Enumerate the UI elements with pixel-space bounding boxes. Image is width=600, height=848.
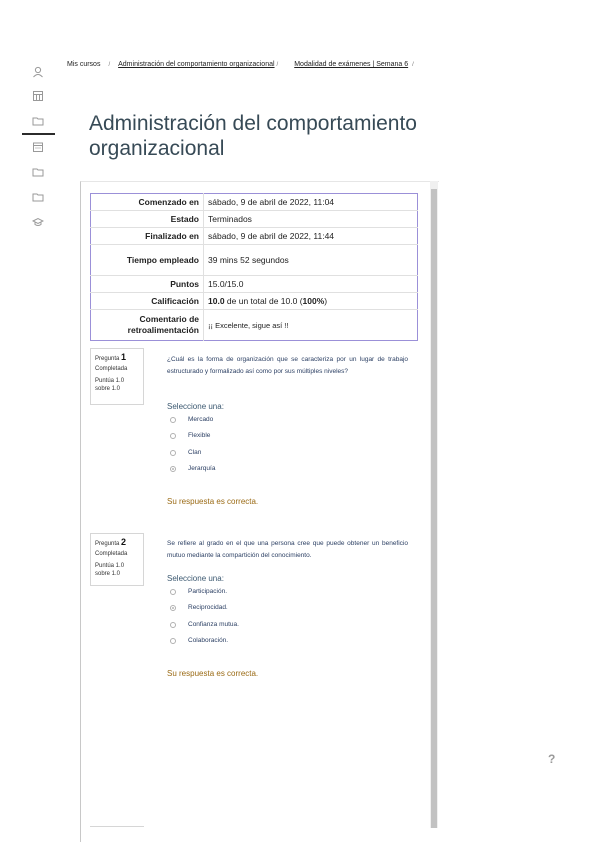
summary-key: Calificación (91, 293, 204, 310)
summary-key: Comentario de retroalimentación (91, 310, 204, 341)
summary-value: sábado, 9 de abril de 2022, 11:04 (204, 194, 418, 211)
answer-option[interactable] (170, 465, 215, 472)
breadcrumb-item[interactable]: Mis cursos (67, 61, 101, 68)
question-status: Completada (95, 366, 128, 372)
radio-button[interactable] (170, 433, 176, 439)
page-title: Administración del comportamiento organizacional (89, 112, 417, 160)
summary-key: Puntos (91, 276, 204, 293)
radio-button-selected[interactable] (170, 466, 176, 472)
question-number (95, 352, 140, 362)
radio-button[interactable] (170, 622, 176, 628)
radio-button[interactable] (170, 589, 176, 595)
radio-button-selected[interactable] (170, 605, 176, 611)
summary-key: Finalizado en (91, 228, 204, 245)
help-button[interactable]: ? (548, 752, 556, 766)
question-points: Puntúa 1.0 sobre 1.0 (95, 563, 125, 577)
radio-button[interactable] (170, 417, 176, 423)
radio-button[interactable] (170, 450, 176, 456)
summary-row (91, 245, 418, 276)
summary-value: 15.0/15.0 (204, 276, 418, 293)
dashboard-icon[interactable] (31, 65, 45, 79)
option-label: Reciprocidad. (188, 604, 228, 611)
question-text: ¿Cuál es la forma de organización que se caracteriza por un lugar de trabajo estructurado y formalizado así como por sus múltiples niveles? (167, 356, 408, 375)
summary-row (91, 228, 418, 245)
breadcrumb-item[interactable]: Modalidad de exámenes | Semana 6 (294, 61, 409, 68)
answer-option[interactable] (170, 621, 239, 628)
folder-icon[interactable] (31, 114, 45, 128)
option-label: Mercado (188, 416, 214, 423)
select-prompt: Seleccione una: (167, 574, 224, 583)
calendar-book-icon[interactable] (31, 89, 45, 103)
option-label: Clan (188, 449, 202, 456)
option-label: Colaboración. (188, 637, 229, 644)
breadcrumb-separator: / (412, 62, 414, 68)
radio-button[interactable] (170, 638, 176, 644)
summary-row (91, 194, 418, 211)
summary-key: Tiempo empleado (91, 245, 204, 276)
option-label: Flexible (188, 432, 211, 439)
question-points: Puntúa 1.0 sobre 1.0 (95, 378, 125, 392)
summary-value: ¡¡ Excelente, sigue así !! (208, 320, 289, 330)
summary-value: 39 mins 52 segundos (204, 245, 418, 276)
next-question-box-edge (90, 826, 144, 827)
attempt-summary-table (90, 193, 418, 341)
breadcrumb-item[interactable]: Administración del comportamiento organizacional (118, 61, 275, 68)
option-label: Participación. (188, 588, 228, 595)
answer-feedback: Su respuesta es correcta. (167, 669, 259, 678)
summary-value (204, 293, 418, 310)
grade-value: 10.0 (208, 296, 225, 306)
scrollbar-thumb[interactable] (431, 189, 437, 828)
summary-value: Terminados (204, 211, 418, 228)
question-number (95, 537, 140, 547)
answer-option[interactable] (170, 588, 227, 595)
summary-row (91, 310, 418, 341)
answer-option[interactable] (170, 432, 210, 439)
summary-key: Comenzado en (91, 194, 204, 211)
folder-icon[interactable] (31, 190, 45, 204)
answer-option[interactable] (170, 604, 228, 611)
summary-value: sábado, 9 de abril de 2022, 11:44 (204, 228, 418, 245)
grade-close: ) (324, 296, 328, 306)
question-index: 1 (121, 352, 127, 362)
question-status: Completada (95, 551, 128, 557)
grade-total: de un total de 10.0 ( (224, 296, 303, 306)
question-label: Pregunta (95, 356, 120, 362)
question-label: Pregunta (95, 541, 120, 547)
option-label: Confianza mutua. (188, 621, 239, 628)
summary-row (91, 211, 418, 228)
answer-option[interactable] (170, 637, 228, 644)
breadcrumb-separator: / (276, 62, 279, 68)
option-label: Jerarquía (188, 465, 216, 472)
summary-row (91, 293, 418, 310)
answer-feedback: Su respuesta es correcta. (167, 497, 259, 506)
summary-key: Estado (91, 211, 204, 228)
question-info-box (90, 533, 144, 586)
answer-option[interactable] (170, 449, 201, 456)
grade-percent: 100% (302, 296, 325, 306)
breadcrumb-separator: / (108, 62, 111, 68)
answer-option[interactable] (170, 416, 213, 423)
calendar-icon[interactable] (31, 140, 45, 154)
question-index: 2 (121, 537, 127, 547)
folder-icon[interactable] (31, 165, 45, 179)
question-text: Se refiere al grado en el que una persona cree que puede obtener un beneficio mutuo mediante la compartición del conocimiento. (167, 540, 408, 559)
select-prompt: Seleccione una: (167, 402, 224, 411)
graduation-cap-icon[interactable] (31, 215, 45, 229)
question-info-box (90, 348, 144, 405)
nav-rail (0, 0, 60, 848)
summary-row (91, 276, 418, 293)
active-indicator (22, 133, 55, 135)
breadcrumb (67, 61, 422, 68)
